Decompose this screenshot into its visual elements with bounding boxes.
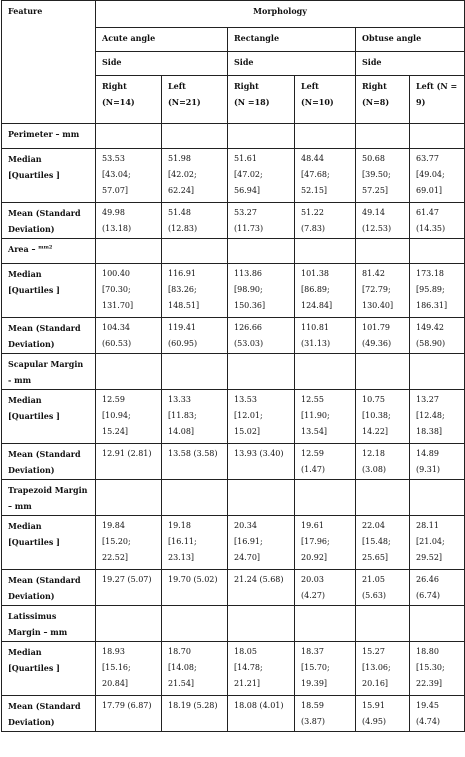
table-cell: 126.66 (53.03) — [228, 318, 295, 354]
table-cell: 61.47 (14.35) — [410, 203, 465, 239]
table-cell: 12.55 [11.90; 13.54] — [295, 390, 356, 444]
table-cell: 10.75 [10.38; 14.22] — [356, 390, 410, 444]
table-cell: 18.37 [15.70; 19.39] — [295, 642, 356, 696]
row-label: Mean (Standard Deviation) — [2, 318, 96, 354]
table-cell: 19.18 [16.11; 23.13] — [162, 516, 228, 570]
table-cell: 53.27 (11.73) — [228, 203, 295, 239]
table-cell: 22.04 [15.48; 25.65] — [356, 516, 410, 570]
table-cell: 81.42 [72.79; 130.40] — [356, 264, 410, 318]
table-cell: 18.08 (4.01) — [228, 696, 295, 732]
section-row — [2, 124, 465, 149]
column-header: Left (N=10) — [295, 76, 356, 124]
table-row — [2, 390, 465, 444]
morphology-header: Morphology — [96, 1, 465, 28]
table-row — [2, 203, 465, 239]
table-row — [2, 642, 465, 696]
section-title: Latissimus Margin – mm — [2, 606, 96, 642]
table-cell: 19.45 (4.74) — [410, 696, 465, 732]
row-label: Median [Quartiles ] — [2, 516, 96, 570]
table-cell: 18.70 [14.08; 21.54] — [162, 642, 228, 696]
table-cell: 13.53 [12.01; 15.02] — [228, 390, 295, 444]
column-header: Right (N =18) — [228, 76, 295, 124]
section-title: Perimeter – mm — [2, 124, 96, 149]
table-cell: 18.59 (3.87) — [295, 696, 356, 732]
feature-header: Feature — [2, 1, 96, 124]
side-header-obtuse: Side — [356, 52, 465, 76]
table-row — [2, 696, 465, 732]
table-cell: 50.68 [39.50; 57.25] — [356, 149, 410, 203]
section-title: Trapezoid Margin – mm — [2, 480, 96, 516]
table-cell: 53.53 [43.04; 57.07] — [96, 149, 162, 203]
table-cell: 18.19 (5.28) — [162, 696, 228, 732]
group-header-rectangle: Rectangle — [228, 28, 356, 52]
table-cell: 110.81 (31.13) — [295, 318, 356, 354]
section-row — [2, 480, 465, 516]
row-label: Mean (Standard Deviation) — [2, 203, 96, 239]
table-cell: 18.80 [15.30; 22.39] — [410, 642, 465, 696]
table-cell: 17.79 (6.87) — [96, 696, 162, 732]
table-cell: 18.93 [15.16; 20.84] — [96, 642, 162, 696]
table-cell: 14.89 (9.31) — [410, 444, 465, 480]
table-cell: 119.41 (60.95) — [162, 318, 228, 354]
row-label: Median [Quartiles ] — [2, 642, 96, 696]
table-cell: 12.91 (2.81) — [96, 444, 162, 480]
table-cell: 19.70 (5.02) — [162, 570, 228, 606]
side-header-rectangle: Side — [228, 52, 356, 76]
table-cell: 13.58 (3.58) — [162, 444, 228, 480]
table-row — [2, 444, 465, 480]
column-header: Left (N=21) — [162, 76, 228, 124]
side-header-acute: Side — [96, 52, 228, 76]
table-cell: 21.24 (5.68) — [228, 570, 295, 606]
table-cell: 19.84 [15.20; 22.52] — [96, 516, 162, 570]
group-header-obtuse: Obtuse angle — [356, 28, 465, 52]
table-cell: 101.38 [86.89; 124.84] — [295, 264, 356, 318]
section-row — [2, 354, 465, 390]
table-cell: 51.61 [47.02; 56.94] — [228, 149, 295, 203]
row-label: Median [Quartiles ] — [2, 264, 96, 318]
table-row — [2, 570, 465, 606]
table-cell: 19.27 (5.07) — [96, 570, 162, 606]
table-cell: 51.22 (7.83) — [295, 203, 356, 239]
table-cell: 13.93 (3.40) — [228, 444, 295, 480]
table-cell: 101.79 (49.36) — [356, 318, 410, 354]
column-header: Right (N=8) — [356, 76, 410, 124]
column-header: Right (N=14) — [96, 76, 162, 124]
table-row — [2, 516, 465, 570]
table-cell: 28.11 [21.04; 29.52] — [410, 516, 465, 570]
table-cell: 15.91 (4.95) — [356, 696, 410, 732]
table-cell: 173.18 [95.89; 186.31] — [410, 264, 465, 318]
table-cell: 21.05 (5.63) — [356, 570, 410, 606]
table-cell: 12.18 (3.08) — [356, 444, 410, 480]
table-cell: 18.05 [14.78; 21.21] — [228, 642, 295, 696]
table-cell: 100.40 [70.30; 131.70] — [96, 264, 162, 318]
table-cell: 13.27 [12.48; 18.38] — [410, 390, 465, 444]
table-cell: 49.98 (13.18) — [96, 203, 162, 239]
table-cell: 49.14 (12.53) — [356, 203, 410, 239]
table-cell: 51.48 (12.83) — [162, 203, 228, 239]
table-cell: 15.27 [13.06; 20.16] — [356, 642, 410, 696]
row-label: Median [Quartiles ] — [2, 390, 96, 444]
table-cell: 63.77 [49.04; 69.01] — [410, 149, 465, 203]
table-row — [2, 149, 465, 203]
table-cell: 20.03 (4.27) — [295, 570, 356, 606]
row-label: Mean (Standard Deviation) — [2, 696, 96, 732]
table-cell: 51.98 [42.02; 62.24] — [162, 149, 228, 203]
table-cell: 116.91 [83.26; 148.51] — [162, 264, 228, 318]
group-header-acute: Acute angle — [96, 28, 228, 52]
column-header: Left (N = 9) — [410, 76, 465, 124]
section-row — [2, 606, 465, 642]
table-cell: 20.34 [16.91; 24.70] — [228, 516, 295, 570]
row-label: Mean (Standard Deviation) — [2, 444, 96, 480]
row-label: Median [Quartiles ] — [2, 149, 96, 203]
morphology-table — [1, 0, 465, 732]
table-cell: 12.59 [10.94; 15.24] — [96, 390, 162, 444]
section-row — [2, 239, 465, 264]
section-unit: mm2 — [38, 244, 53, 251]
table-cell: 26.46 (6.74) — [410, 570, 465, 606]
table-cell: 12.59 (1.47) — [295, 444, 356, 480]
table-row — [2, 318, 465, 354]
table-cell: 13.33 [11.83; 14.08] — [162, 390, 228, 444]
table-cell: 113.86 [98.90; 150.36] — [228, 264, 295, 318]
table-cell: 104.34 (60.53) — [96, 318, 162, 354]
table-cell: 48.44 [47.68; 52.15] — [295, 149, 356, 203]
table-row — [2, 264, 465, 318]
section-title: Scapular Margin - mm — [2, 354, 96, 390]
row-label: Mean (Standard Deviation) — [2, 570, 96, 606]
section-title: Area – $^{mm2}$ — [2, 239, 96, 264]
table-cell: 19.61 [17.96; 20.92] — [295, 516, 356, 570]
table-cell: 149.42 (58.90) — [410, 318, 465, 354]
